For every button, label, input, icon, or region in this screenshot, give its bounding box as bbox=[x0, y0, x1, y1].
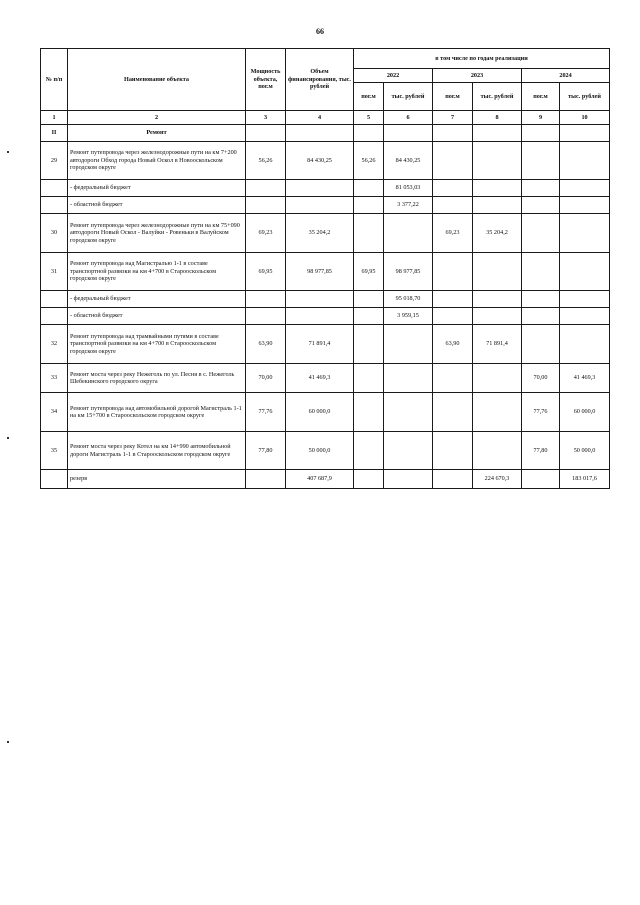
cell-vol: 84 430,25 bbox=[286, 142, 354, 180]
header-unit-money: тыс. рублей bbox=[384, 83, 433, 111]
cell-y22m: 81 053,03 bbox=[384, 180, 433, 197]
cell-y24l bbox=[522, 197, 560, 214]
header-unit-length: пог.м bbox=[522, 83, 560, 111]
cell-y23m: 35 204,2 bbox=[473, 214, 522, 253]
header-volume: Объем финансирования, тыс. рублей bbox=[286, 49, 354, 111]
cell-y24m bbox=[560, 291, 610, 308]
cell-num bbox=[41, 470, 68, 489]
cell-y24l bbox=[522, 214, 560, 253]
cell-y22m bbox=[384, 214, 433, 253]
scan-speck bbox=[7, 741, 9, 743]
cell-name: Ремонт путепровода над Магистралью 1-1 в составе транспортной развязки на км 4+700 в Старооскольском городском округе bbox=[68, 253, 246, 291]
cell-y23m bbox=[473, 393, 522, 432]
cell-num: 32 bbox=[41, 325, 68, 364]
cell-y23m bbox=[473, 180, 522, 197]
cell-y22l bbox=[354, 325, 384, 364]
cell-y22l bbox=[354, 291, 384, 308]
column-number: 2 bbox=[68, 111, 246, 125]
table-row bbox=[41, 180, 610, 197]
table-row bbox=[41, 308, 610, 325]
cell-name: - федеральный бюджет bbox=[68, 291, 246, 308]
table-row bbox=[41, 325, 610, 364]
header-year-2022: 2022 bbox=[354, 69, 433, 83]
cell-y22m: 84 430,25 bbox=[384, 142, 433, 180]
cell-y23l bbox=[433, 197, 473, 214]
cell-cap bbox=[246, 308, 286, 325]
cell-cap: 69,23 bbox=[246, 214, 286, 253]
cell-cap bbox=[246, 197, 286, 214]
cell-y24m: 60 000,0 bbox=[560, 393, 610, 432]
cell-y24l bbox=[522, 180, 560, 197]
cell-name: - областной бюджет bbox=[68, 308, 246, 325]
column-number-row bbox=[41, 111, 610, 125]
cell-y24m bbox=[560, 214, 610, 253]
cell-y22l: 56,26 bbox=[354, 142, 384, 180]
column-number: 6 bbox=[384, 111, 433, 125]
cell-y23m bbox=[473, 364, 522, 393]
cell-y23m bbox=[473, 432, 522, 470]
header-unit-money: тыс. рублей bbox=[560, 83, 610, 111]
cell-cap bbox=[246, 470, 286, 489]
cell-y22m: 98 977,85 bbox=[384, 253, 433, 291]
header-num: № п/п bbox=[41, 49, 68, 111]
table-row bbox=[41, 214, 610, 253]
cell-vol: 41 469,3 bbox=[286, 364, 354, 393]
column-number: 8 bbox=[473, 111, 522, 125]
cell-y22m: 95 018,70 bbox=[384, 291, 433, 308]
cell-num bbox=[41, 197, 68, 214]
cell-cap bbox=[246, 180, 286, 197]
cell-cap: 70,00 bbox=[246, 364, 286, 393]
cell-y22l bbox=[354, 197, 384, 214]
cell-y24l bbox=[522, 142, 560, 180]
table-row bbox=[41, 432, 610, 470]
cell-y22l bbox=[354, 432, 384, 470]
cell-name: Ремонт путепровода над трамвайными путями в составе транспортной развязки на км 4+700 в Старооскольском городском округе bbox=[68, 325, 246, 364]
table-row bbox=[41, 393, 610, 432]
cell-y22m: 3 377,22 bbox=[384, 197, 433, 214]
cell-y22l bbox=[354, 470, 384, 489]
cell-y23l bbox=[433, 291, 473, 308]
cell-y24l: 70,00 bbox=[522, 364, 560, 393]
header-unit-money: тыс. рублей bbox=[473, 83, 522, 111]
cell-y24m: 50 000,0 bbox=[560, 432, 610, 470]
cell-y24l bbox=[522, 325, 560, 364]
cell-y24l bbox=[522, 291, 560, 308]
cell-vol: 98 977,85 bbox=[286, 253, 354, 291]
header-name: Наименование объекта bbox=[68, 49, 246, 111]
financing-table bbox=[40, 48, 610, 489]
cell-y22l: 69,95 bbox=[354, 253, 384, 291]
cell-y22m bbox=[384, 432, 433, 470]
cell-y23m bbox=[473, 308, 522, 325]
column-number: 10 bbox=[560, 111, 610, 125]
cell-vol: 60 000,0 bbox=[286, 393, 354, 432]
cell-y23m: 224 670,3 bbox=[473, 470, 522, 489]
table-row bbox=[41, 291, 610, 308]
section-title: Ремонт bbox=[68, 125, 246, 142]
cell-y22l bbox=[354, 214, 384, 253]
table-row bbox=[41, 470, 610, 489]
cell-y22m bbox=[384, 325, 433, 364]
cell-y23m: 71 891,4 bbox=[473, 325, 522, 364]
header-capacity: Мощность объекта, пог.м bbox=[246, 49, 286, 111]
table-row bbox=[41, 253, 610, 291]
cell-num: 34 bbox=[41, 393, 68, 432]
cell-y24m bbox=[560, 308, 610, 325]
scan-speck bbox=[7, 151, 9, 153]
cell-y22m bbox=[384, 470, 433, 489]
cell-vol: 407 687,9 bbox=[286, 470, 354, 489]
cell-y24m bbox=[560, 197, 610, 214]
cell-y23l: 63,90 bbox=[433, 325, 473, 364]
cell-y23l bbox=[433, 364, 473, 393]
header-unit-length: пог.м bbox=[354, 83, 384, 111]
column-number: 1 bbox=[41, 111, 68, 125]
cell-num: 30 bbox=[41, 214, 68, 253]
cell-y24l: 77,80 bbox=[522, 432, 560, 470]
cell-num bbox=[41, 308, 68, 325]
cell-y23l: 69,23 bbox=[433, 214, 473, 253]
section-number: II bbox=[41, 125, 68, 142]
cell-vol bbox=[286, 197, 354, 214]
cell-y23l bbox=[433, 180, 473, 197]
cell-y24m: 41 469,3 bbox=[560, 364, 610, 393]
cell-y24l: 77,76 bbox=[522, 393, 560, 432]
cell-y23m bbox=[473, 197, 522, 214]
column-number: 4 bbox=[286, 111, 354, 125]
cell-y24m bbox=[560, 180, 610, 197]
cell-name: Ремонт моста через реку Котел на км 14+990 автомобильной дороги Магистраль 1-1 в Старооскольском городском округе bbox=[68, 432, 246, 470]
column-number: 3 bbox=[246, 111, 286, 125]
cell-cap: 56,26 bbox=[246, 142, 286, 180]
cell-name: - областной бюджет bbox=[68, 197, 246, 214]
cell-y23m bbox=[473, 142, 522, 180]
table-row bbox=[41, 142, 610, 180]
cell-y24l bbox=[522, 253, 560, 291]
cell-num bbox=[41, 180, 68, 197]
cell-y24l bbox=[522, 308, 560, 325]
cell-vol: 35 204,2 bbox=[286, 214, 354, 253]
cell-name: Ремонт путепровода через железнодорожные пути на км 7+200 автодороги Обход города Новый Оскол в Новооскольском городском округе bbox=[68, 142, 246, 180]
cell-y23l bbox=[433, 253, 473, 291]
cell-vol bbox=[286, 180, 354, 197]
cell-vol bbox=[286, 291, 354, 308]
header-unit-length: пог.м bbox=[433, 83, 473, 111]
table-row bbox=[41, 197, 610, 214]
cell-y23l bbox=[433, 142, 473, 180]
header-year-2023: 2023 bbox=[433, 69, 522, 83]
cell-vol: 50 000,0 bbox=[286, 432, 354, 470]
cell-cap: 63,90 bbox=[246, 325, 286, 364]
cell-y23l bbox=[433, 308, 473, 325]
cell-y22l bbox=[354, 308, 384, 325]
cell-y23l bbox=[433, 432, 473, 470]
cell-vol: 71 891,4 bbox=[286, 325, 354, 364]
cell-y24m bbox=[560, 142, 610, 180]
cell-cap: 69,95 bbox=[246, 253, 286, 291]
cell-cap bbox=[246, 291, 286, 308]
cell-y24m: 183 017,6 bbox=[560, 470, 610, 489]
cell-num: 29 bbox=[41, 142, 68, 180]
cell-y23l bbox=[433, 470, 473, 489]
header-years-group: в том числе по годам реализации bbox=[354, 49, 610, 69]
cell-num: 35 bbox=[41, 432, 68, 470]
cell-name: резерв bbox=[68, 470, 246, 489]
cell-y24m bbox=[560, 253, 610, 291]
cell-y22m: 3 959,15 bbox=[384, 308, 433, 325]
cell-name: - федеральный бюджет bbox=[68, 180, 246, 197]
cell-num bbox=[41, 291, 68, 308]
column-number: 9 bbox=[522, 111, 560, 125]
cell-vol bbox=[286, 308, 354, 325]
header-year-2024: 2024 bbox=[522, 69, 610, 83]
cell-cap: 77,80 bbox=[246, 432, 286, 470]
cell-num: 31 bbox=[41, 253, 68, 291]
cell-cap: 77,76 bbox=[246, 393, 286, 432]
cell-y22l bbox=[354, 364, 384, 393]
cell-name: Ремонт путепровода над автомобильной дорогой Магистраль 1-1 на км 15+700 в Старооскольском городском округе bbox=[68, 393, 246, 432]
cell-y23l bbox=[433, 393, 473, 432]
column-number: 7 bbox=[433, 111, 473, 125]
cell-name: Ремонт путепровода через железнодорожные пути на км 75+090 автодороги Новый Оскол - Валуйки - Ровеньки в Валуйском городском округе bbox=[68, 214, 246, 253]
page-number: 66 bbox=[316, 27, 324, 36]
cell-y22m bbox=[384, 364, 433, 393]
cell-y23m bbox=[473, 253, 522, 291]
cell-y22l bbox=[354, 393, 384, 432]
table-row bbox=[41, 364, 610, 393]
cell-num: 33 bbox=[41, 364, 68, 393]
cell-name: Ремонт моста через реку Нежеголь по ул. Песня в с. Нежеголь Шебекинского городского округа bbox=[68, 364, 246, 393]
cell-y24m bbox=[560, 325, 610, 364]
column-number: 5 bbox=[354, 111, 384, 125]
scan-speck bbox=[7, 437, 9, 439]
cell-y24l bbox=[522, 470, 560, 489]
cell-y22m bbox=[384, 393, 433, 432]
section-row bbox=[41, 125, 610, 142]
cell-y23m bbox=[473, 291, 522, 308]
cell-y22l bbox=[354, 180, 384, 197]
